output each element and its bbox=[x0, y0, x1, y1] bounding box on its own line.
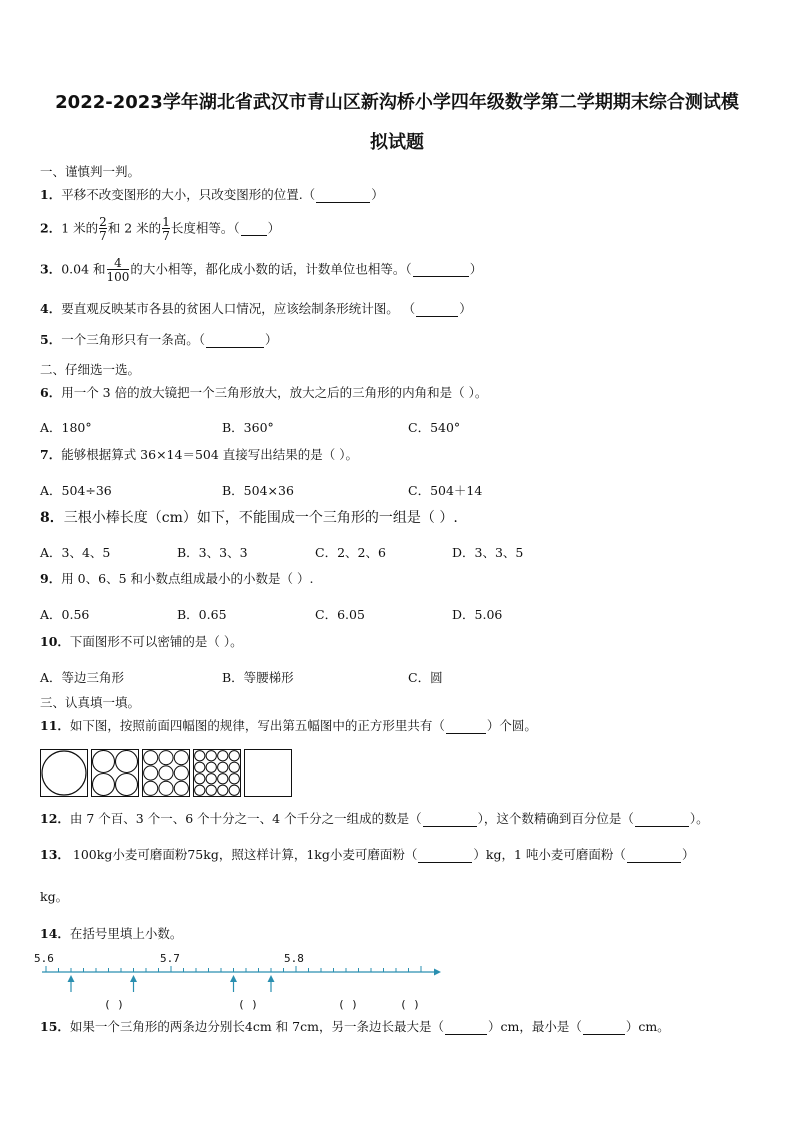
pattern-circle bbox=[206, 785, 216, 795]
q9-option-a[interactable]: A．0.56 bbox=[40, 607, 90, 622]
pattern-square-1 bbox=[40, 749, 88, 797]
answer-blank[interactable] bbox=[583, 1021, 625, 1035]
number-line bbox=[34, 948, 454, 1016]
question-11: 11．如下图，按照前面四幅图的规律，写出第五幅图中的正方形里共有（ ）个圆。 bbox=[40, 718, 537, 733]
number-line-answer-slot-2: ( ) bbox=[238, 998, 258, 1011]
pattern-circle bbox=[195, 785, 205, 795]
q9-option-b[interactable]: B．0.65 bbox=[177, 607, 227, 622]
pattern-circle bbox=[218, 785, 228, 795]
answer-blank[interactable] bbox=[627, 849, 681, 863]
pattern-circle bbox=[144, 751, 158, 765]
q6-option-c[interactable]: C．540° bbox=[408, 420, 461, 435]
pattern-circle bbox=[206, 751, 216, 761]
fraction-2-7: $\frac{2}{7}$ bbox=[99, 215, 107, 243]
section-heading-judge: 一、谨慎判一判。 bbox=[40, 164, 141, 179]
number-line-pointer-arrow bbox=[268, 975, 275, 992]
pattern-circle bbox=[229, 785, 239, 795]
q9-option-c[interactable]: C．6.05 bbox=[315, 607, 365, 622]
pattern-circle bbox=[174, 766, 188, 780]
q10-option-c[interactable]: C．圆 bbox=[408, 670, 443, 685]
question-14: 14．在括号里填上小数。 bbox=[40, 926, 183, 941]
pattern-circle bbox=[218, 751, 228, 761]
pattern-square-2 bbox=[91, 749, 139, 797]
number-line-answer-slot-1: ( ) bbox=[104, 998, 124, 1011]
pattern-circle bbox=[144, 781, 158, 795]
pattern-square-5-empty[interactable] bbox=[244, 749, 292, 797]
circles-2x2 bbox=[92, 750, 138, 796]
circle-1x1 bbox=[41, 750, 87, 796]
answer-blank[interactable] bbox=[418, 849, 472, 863]
pattern-circle bbox=[159, 766, 173, 780]
question-4: 4．要直观反映某市各县的贫困人口情况，应该绘制条形统计图。 （ ） bbox=[40, 301, 472, 316]
q7-option-c[interactable]: C．504＋14 bbox=[408, 483, 483, 498]
question-7: 7．能够根据算式 36×14＝504 直接写出结果的是（ ）。 bbox=[40, 447, 359, 462]
pattern-circle bbox=[218, 774, 228, 784]
q6-option-a[interactable]: A．180° bbox=[40, 420, 92, 435]
question-15: 15．如果一个三角形的两条边分别长4cm 和 7cm，另一条边长最大是（ ）cm，最小是（ ）cm。 bbox=[40, 1019, 670, 1034]
q6-option-b[interactable]: B．360° bbox=[222, 420, 274, 435]
answer-blank[interactable] bbox=[241, 223, 267, 237]
pattern-circle bbox=[159, 781, 173, 795]
section-heading-choose: 二、仔细选一选。 bbox=[40, 362, 141, 377]
number-line-arrowhead bbox=[434, 969, 441, 976]
circles-4x4 bbox=[194, 750, 240, 796]
pattern-circle bbox=[174, 781, 188, 795]
answer-blank[interactable] bbox=[445, 1021, 487, 1035]
number-line-label-5.8: 5.8 bbox=[284, 952, 304, 965]
title-line-2: 拟试题 bbox=[370, 132, 424, 153]
q9-option-d[interactable]: D．5.06 bbox=[452, 607, 503, 622]
pattern-square-4 bbox=[193, 749, 241, 797]
q8-option-b[interactable]: B．3、3、3 bbox=[177, 545, 248, 560]
q10-option-a[interactable]: A．等边三角形 bbox=[40, 670, 125, 685]
pattern-circle bbox=[195, 751, 205, 761]
title-line-1: 2022-2023学年湖北省武汉市青山区新沟桥小学四年级数学第二学期期末综合测试模 bbox=[55, 92, 739, 113]
question-12: 12．由 7 个百、3 个一、6 个十分之一、4 个千分之一组成的数是（ ），这个数精确到百分位是（ ）。 bbox=[40, 811, 709, 826]
number-line-pointer-arrow bbox=[68, 975, 75, 992]
number-line-pointer-arrow bbox=[230, 975, 237, 992]
pattern-circle bbox=[174, 751, 188, 765]
question-13-unit: kg。 bbox=[40, 889, 69, 904]
pattern-circle bbox=[195, 762, 205, 772]
question-3: 3．0.04 和 $\frac{4}{100}$ 的大小相等，都化成小数的话，计数单位也相等。（ ） bbox=[40, 256, 483, 284]
answer-blank[interactable] bbox=[206, 334, 264, 348]
question-2: 2．1 米的 $\frac{2}{7}$ 和 2 米的 $\frac{1}{7}$ 长度相等。（ ） bbox=[40, 215, 281, 243]
section-heading-fill: 三、认真填一填。 bbox=[40, 695, 141, 710]
number-line-answer-slot-3: ( ) bbox=[338, 998, 358, 1011]
q10-option-b[interactable]: B．等腰梯形 bbox=[222, 670, 294, 685]
question-5: 5．一个三角形只有一条高。（ ） bbox=[40, 332, 278, 347]
q7-option-b[interactable]: B．504×36 bbox=[222, 483, 294, 498]
question-1: 1．平移不改变图形的大小，只改变图形的位置.（ ） bbox=[40, 187, 384, 202]
pattern-circle bbox=[229, 751, 239, 761]
fraction-1-7: $\frac{1}{7}$ bbox=[162, 215, 170, 243]
pattern-circle bbox=[206, 762, 216, 772]
pattern-circle bbox=[144, 766, 158, 780]
answer-blank[interactable] bbox=[423, 813, 477, 827]
answer-blank[interactable] bbox=[446, 720, 486, 734]
q8-option-a[interactable]: A．3、4、5 bbox=[40, 545, 111, 560]
number-line-label-5.6: 5.6 bbox=[34, 952, 54, 965]
pattern-circle bbox=[218, 762, 228, 772]
pattern-square-3 bbox=[142, 749, 190, 797]
answer-blank[interactable] bbox=[635, 813, 689, 827]
q8-option-d[interactable]: D．3、3、5 bbox=[452, 545, 524, 560]
answer-blank[interactable] bbox=[413, 264, 469, 278]
pattern-circle bbox=[206, 774, 216, 784]
number-line-label-5.7: 5.7 bbox=[160, 952, 180, 965]
answer-blank[interactable] bbox=[416, 303, 458, 317]
number-line-pointer-arrow bbox=[130, 975, 137, 992]
q8-option-c[interactable]: C．2、2、6 bbox=[315, 545, 386, 560]
pattern-circle bbox=[229, 762, 239, 772]
fraction-4-100: $\frac{4}{100}$ bbox=[106, 256, 130, 284]
pattern-circle bbox=[159, 751, 173, 765]
question-9: 9．用 0、6、5 和小数点组成最小的小数是（ ）. bbox=[40, 571, 314, 586]
question-10: 10．下面图形不可以密铺的是（ ）。 bbox=[40, 634, 243, 649]
pattern-circle bbox=[229, 774, 239, 784]
question-13: 13． 100kg小麦可磨面粉75kg，照这样计算，1kg小麦可磨面粉（ ）kg，1 吨小麦可磨面粉（ ） bbox=[40, 847, 695, 862]
question-6: 6．用一个 3 倍的放大镜把一个三角形放大，放大之后的三角形的内角和是（ ）。 bbox=[40, 385, 488, 400]
q7-option-a[interactable]: A．504÷36 bbox=[40, 483, 112, 498]
question-8: 8．三根小棒长度（cm）如下，不能围成一个三角形的一组是（ ）. bbox=[40, 510, 458, 526]
number-line-answer-slot-4: ( ) bbox=[400, 998, 420, 1011]
circles-3x3 bbox=[143, 750, 189, 796]
pattern-circle bbox=[195, 774, 205, 784]
answer-blank[interactable] bbox=[316, 189, 370, 203]
